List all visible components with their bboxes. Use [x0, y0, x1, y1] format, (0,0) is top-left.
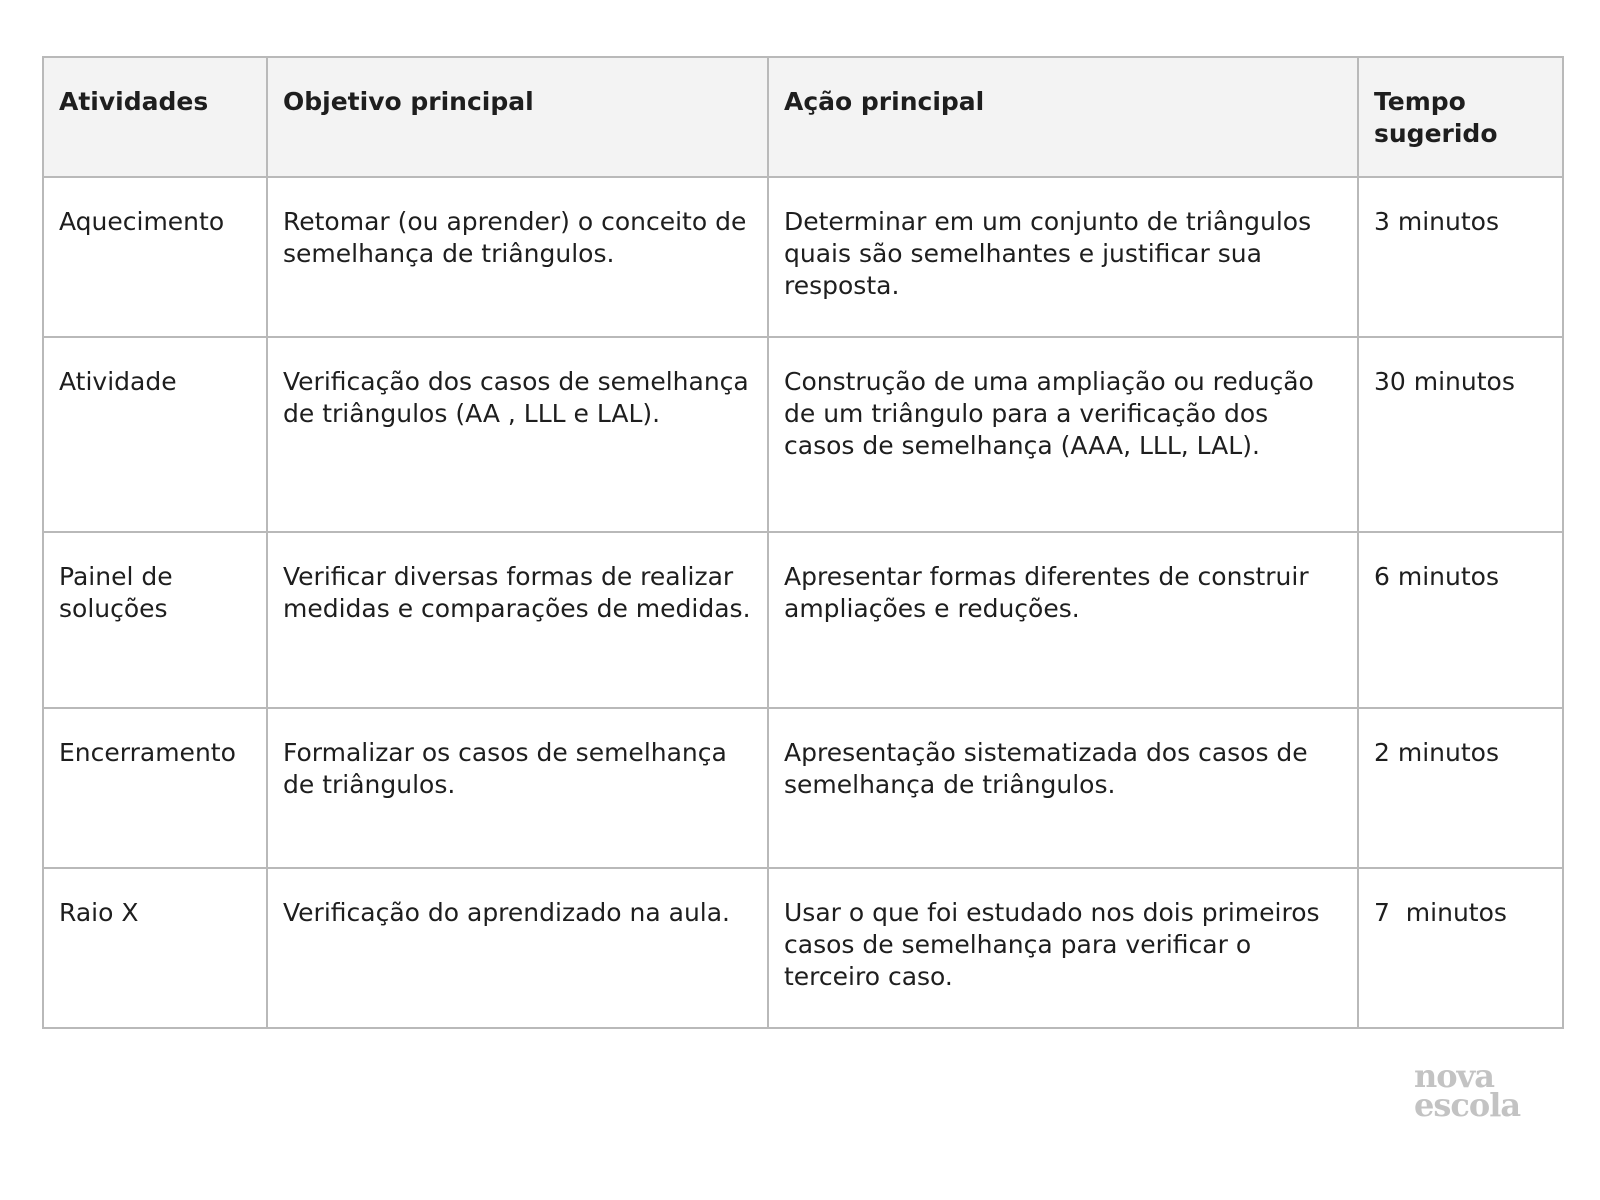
cell-tempo: 6 minutos	[1358, 532, 1563, 708]
cell-tempo: 3 minutos	[1358, 177, 1563, 337]
table-row	[43, 708, 1563, 868]
cell-objetivo: Formalizar os casos de semelhança de triângulos.	[267, 708, 768, 868]
cell-atividade: Encerramento	[43, 708, 267, 868]
cell-atividade: Painel de soluções	[43, 532, 267, 708]
cell-atividade: Atividade	[43, 337, 267, 532]
lesson-plan-table	[42, 56, 1564, 1029]
cell-objetivo: Verificação do aprendizado na aula.	[267, 868, 768, 1028]
header-acao-principal: Ação principal	[768, 57, 1358, 177]
header-tempo-sugerido: Tempo sugerido	[1358, 57, 1563, 177]
logo-line-nova: nova	[1414, 1057, 1494, 1095]
header-atividades: Atividades	[43, 57, 267, 177]
cell-atividade: Aquecimento	[43, 177, 267, 337]
cell-acao: Usar o que foi estudado nos dois primeiros casos de semelhança para verificar o terceiro caso.	[768, 868, 1358, 1028]
table-row	[43, 177, 1563, 337]
cell-objetivo: Verificar diversas formas de realizar medidas e comparações de medidas.	[267, 532, 768, 708]
cell-objetivo: Verificação dos casos de semelhança de triângulos (AA , LLL e LAL).	[267, 337, 768, 532]
table-row	[43, 337, 1563, 532]
table-row	[43, 532, 1563, 708]
cell-acao: Apresentar formas diferentes de construir ampliações e reduções.	[768, 532, 1358, 708]
logo-line-escola: escola	[1414, 1086, 1521, 1124]
cell-objetivo: Retomar (ou aprender) o conceito de semelhança de triângulos.	[267, 177, 768, 337]
cell-atividade: Raio X	[43, 868, 267, 1028]
table-row	[43, 868, 1563, 1028]
table-header-row	[43, 57, 1563, 177]
header-objetivo-principal: Objetivo principal	[267, 57, 768, 177]
cell-acao: Determinar em um conjunto de triângulos quais são semelhantes e justificar sua resposta.	[768, 177, 1358, 337]
cell-acao: Apresentação sistematizada dos casos de semelhança de triângulos.	[768, 708, 1358, 868]
cell-tempo: 2 minutos	[1358, 708, 1563, 868]
cell-tempo: 30 minutos	[1358, 337, 1563, 532]
nova-escola-logo	[1414, 1057, 1534, 1124]
cell-tempo: 7 minutos	[1358, 868, 1563, 1028]
cell-acao: Construção de uma ampliação ou redução de um triângulo para a verificação dos casos de semelhança (AAA, LLL, LAL).	[768, 337, 1358, 532]
